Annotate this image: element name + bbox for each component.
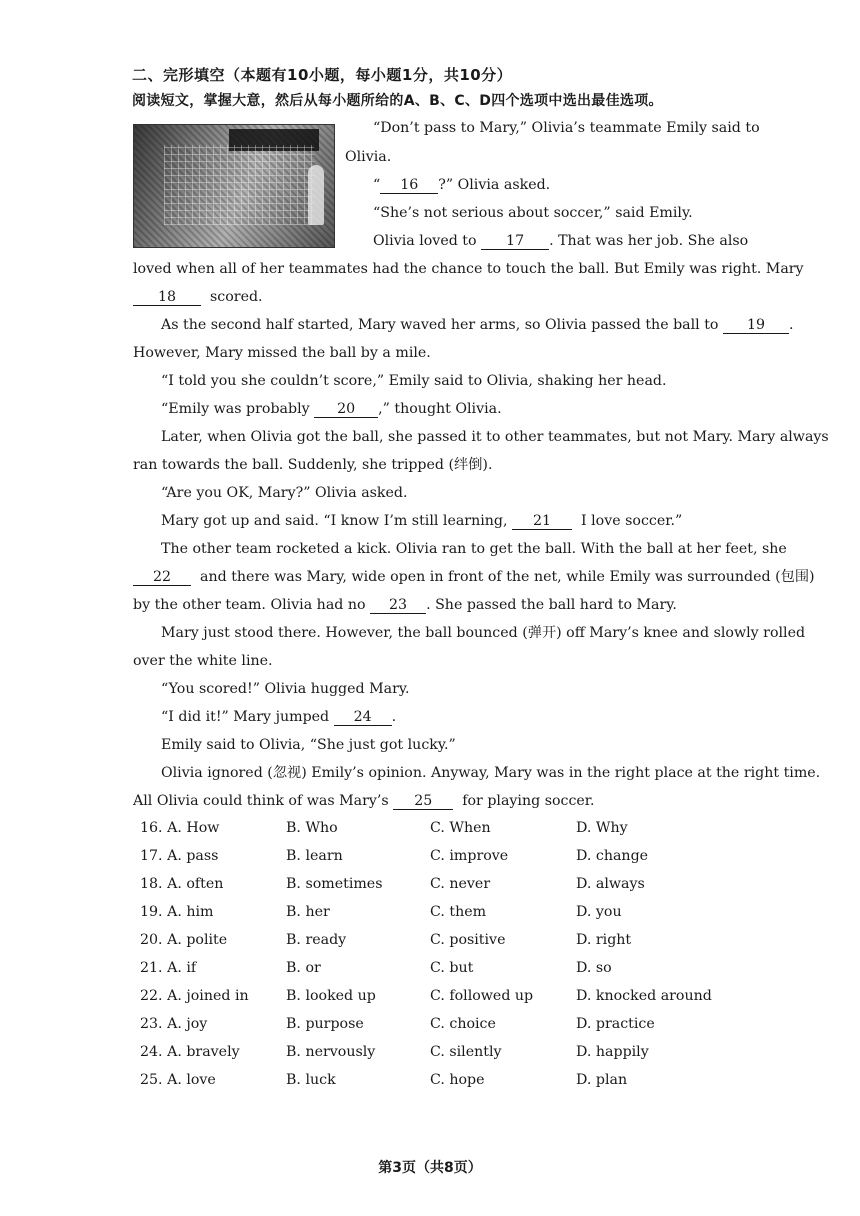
option-a[interactable]: 20. A. polite	[140, 932, 228, 948]
option-c[interactable]: C. but	[430, 960, 474, 976]
option-d[interactable]: D. knocked around	[576, 988, 712, 1004]
passage-line: “I did it!” Mary jumped 24 .	[161, 709, 397, 725]
goal-net-image	[164, 145, 314, 225]
passage-line: However, Mary missed the ball by a mile.	[133, 345, 431, 361]
passage-line: Mary got up and said. “I know I’m still learning, 21 I love soccer.”	[161, 513, 683, 529]
passage-line: Olivia ignored (忽视) Emily’s opinion. Anyway, Mary was in the right place at the right time.	[161, 765, 821, 781]
option-b[interactable]: B. looked up	[286, 988, 376, 1004]
option-b[interactable]: B. or	[286, 960, 321, 976]
passage-line: over the white line.	[133, 653, 273, 669]
option-row	[140, 876, 820, 896]
passage-line: “I told you she couldn’t score,” Emily said to Olivia, shaking her head.	[161, 373, 667, 389]
option-a[interactable]: 17. A. pass	[140, 848, 219, 864]
passage-line: The other team rocketed a kick. Olivia ran to get the ball. With the ball at her feet, she	[161, 541, 787, 557]
blank-17[interactable]: 17	[481, 233, 549, 250]
option-c[interactable]: C. silently	[430, 1044, 502, 1060]
option-row	[140, 932, 820, 952]
option-d[interactable]: D. you	[576, 904, 622, 920]
player-figure-image	[308, 165, 324, 225]
passage-line: All Olivia could think of was Mary’s 25 for playing soccer.	[133, 793, 595, 809]
passage-line: Emily said to Olivia, “She just got lucky.”	[161, 737, 456, 753]
option-a[interactable]: 21. A. if	[140, 960, 197, 976]
passage-line: ran towards the ball. Suddenly, she tripped (绊倒).	[133, 457, 493, 473]
blank-22[interactable]: 22	[133, 569, 191, 586]
option-d[interactable]: D. right	[576, 932, 632, 948]
passage-line: “Are you OK, Mary?” Olivia asked.	[161, 485, 408, 501]
passage-line: As the second half started, Mary waved her arms, so Olivia passed the ball to 19 .	[161, 317, 794, 333]
passage-line: 18 scored.	[133, 288, 263, 306]
blank-21[interactable]: 21	[512, 513, 572, 530]
option-a[interactable]: 18. A. often	[140, 876, 224, 892]
option-a[interactable]: 23. A. joy	[140, 1016, 208, 1032]
option-row	[140, 820, 820, 840]
option-b[interactable]: B. Who	[286, 820, 338, 836]
option-a[interactable]: 16. A. How	[140, 820, 220, 836]
option-row	[140, 960, 820, 980]
option-d[interactable]: D. practice	[576, 1016, 655, 1032]
blank-20[interactable]: 20	[314, 401, 378, 418]
passage-line: loved when all of her teammates had the chance to touch the ball. But Emily was right. Mary	[133, 261, 804, 277]
option-row	[140, 904, 820, 924]
option-c[interactable]: C. improve	[430, 848, 509, 864]
option-b[interactable]: B. learn	[286, 848, 343, 864]
option-d[interactable]: D. always	[576, 876, 645, 892]
option-d[interactable]: D. change	[576, 848, 649, 864]
soccer-photo	[133, 124, 335, 248]
option-b[interactable]: B. purpose	[286, 1016, 364, 1032]
option-row	[140, 1044, 820, 1064]
option-c[interactable]: C. choice	[430, 1016, 496, 1032]
option-b[interactable]: B. sometimes	[286, 876, 383, 892]
passage-line: Olivia.	[345, 149, 392, 165]
option-a[interactable]: 22. A. joined in	[140, 988, 249, 1004]
option-c[interactable]: C. positive	[430, 932, 506, 948]
option-d[interactable]: D. Why	[576, 820, 628, 836]
option-c[interactable]: C. When	[430, 820, 491, 836]
passage-line: Olivia loved to 17 . That was her job. She also	[373, 233, 749, 249]
option-c[interactable]: C. hope	[430, 1072, 485, 1088]
option-b[interactable]: B. ready	[286, 932, 347, 948]
option-row	[140, 1016, 820, 1036]
blank-23[interactable]: 23	[370, 597, 426, 614]
option-c[interactable]: C. never	[430, 876, 491, 892]
option-d[interactable]: D. plan	[576, 1072, 628, 1088]
passage-line: “She’s not serious about soccer,” said Emily.	[373, 205, 693, 221]
passage-line: by the other team. Olivia had no 23 . She passed the ball hard to Mary.	[133, 597, 677, 613]
instructions: 阅读短文，掌握大意，然后从每小题所给的A、B、C、D四个选项中选出最佳选项。	[132, 93, 663, 109]
option-b[interactable]: B. luck	[286, 1072, 336, 1088]
blank-18[interactable]: 18	[133, 289, 201, 306]
option-d[interactable]: D. happily	[576, 1044, 649, 1060]
option-c[interactable]: C. followed up	[430, 988, 534, 1004]
option-a[interactable]: 25. A. love	[140, 1072, 216, 1088]
option-row	[140, 988, 820, 1008]
option-b[interactable]: B. nervously	[286, 1044, 376, 1060]
option-row	[140, 848, 820, 868]
blank-25[interactable]: 25	[393, 793, 453, 810]
passage-line: Later, when Olivia got the ball, she passed it to other teammates, but not Mary. Mary always	[161, 429, 829, 445]
passage-line: Mary just stood there. However, the ball bounced (弹开) off Mary’s knee and slowly rolled	[161, 625, 806, 641]
option-d[interactable]: D. so	[576, 960, 612, 976]
section-title: 二、完形填空（本题有10小题，每小题1分，共10分）	[132, 66, 513, 84]
option-a[interactable]: 19. A. him	[140, 904, 214, 920]
option-row	[140, 1072, 820, 1092]
blank-24[interactable]: 24	[334, 709, 392, 726]
passage-line: “ 16 ?” Olivia asked.	[373, 177, 551, 193]
page-number-footer: 第3页（共8页）	[378, 1160, 482, 1176]
blank-19[interactable]: 19	[723, 317, 789, 334]
option-a[interactable]: 24. A. bravely	[140, 1044, 240, 1060]
passage-line: 22 and there was Mary, wide open in front of the net, while Emily was surrounded (包围)	[133, 568, 815, 586]
passage-line: “You scored!” Olivia hugged Mary.	[161, 681, 410, 697]
option-b[interactable]: B. her	[286, 904, 330, 920]
passage-line: “Emily was probably 20 ,” thought Olivia.	[161, 401, 502, 417]
blank-16[interactable]: 16	[380, 177, 438, 194]
passage-line: “Don’t pass to Mary,” Olivia’s teammate Emily said to	[373, 120, 760, 136]
option-c[interactable]: C. them	[430, 904, 487, 920]
